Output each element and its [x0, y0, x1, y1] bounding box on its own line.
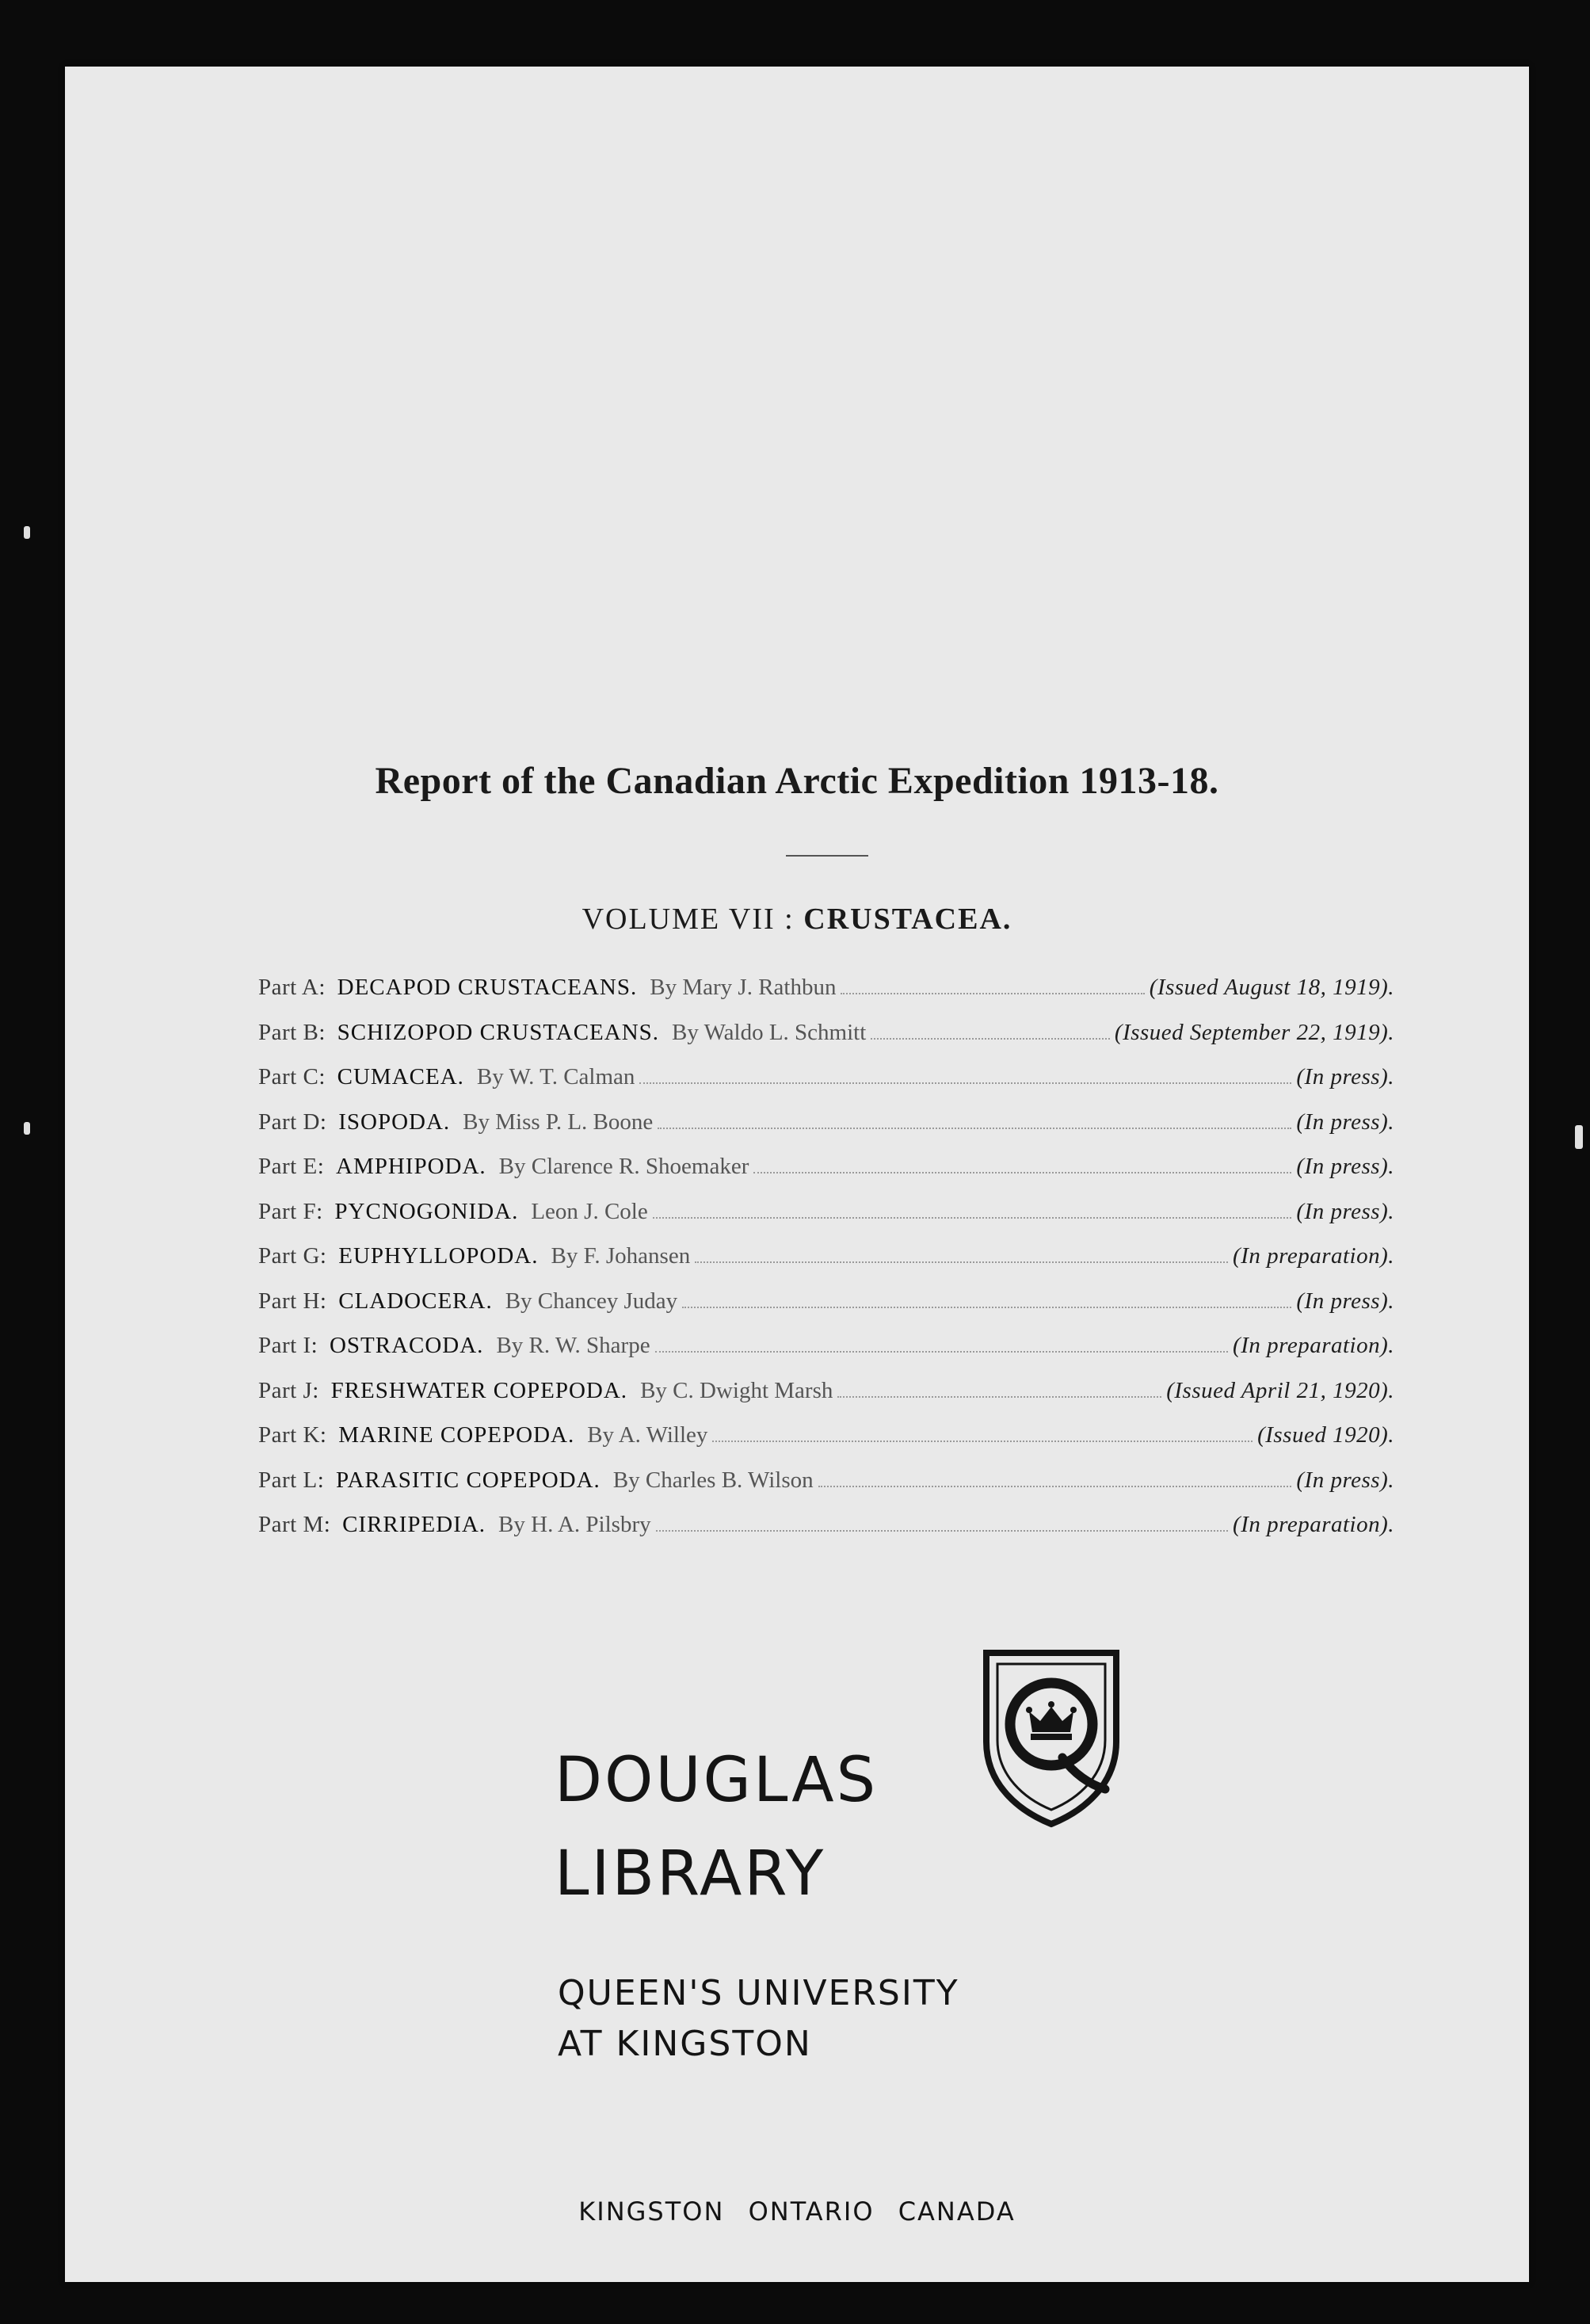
- leader-dots: [639, 1082, 1291, 1084]
- leader-dots: [682, 1307, 1291, 1308]
- leader-dots: [658, 1128, 1291, 1129]
- part-author: By C. Dwight Marsh: [640, 1377, 833, 1403]
- part-status: (In press).: [1296, 1288, 1394, 1314]
- part-author: By F. Johansen: [551, 1243, 691, 1269]
- part-status: (Issued 1920).: [1257, 1422, 1394, 1448]
- list-item: Part J : FRESHWATER COPEPODA. By C. Dwight Marsh (Issued April 21, 1920).: [258, 1368, 1394, 1414]
- library-name: [555, 1734, 878, 1921]
- leader-dots: [656, 1530, 1228, 1532]
- university-name: [558, 1968, 959, 2070]
- leader-dots: [655, 1351, 1228, 1353]
- list-item: Part L : PARASITIC COPEPODA. By Charles B. Wilson (In press).: [258, 1458, 1394, 1503]
- list-item: Part A : DECAPOD CRUSTACEANS. By Mary J. Rathbun (Issued August 18, 1919).: [258, 965, 1394, 1010]
- scan-edge-mark: [24, 526, 30, 539]
- part-label: Part F: [258, 1198, 317, 1224]
- part-label: Part H: [258, 1288, 320, 1314]
- document-page: [65, 67, 1529, 2282]
- title-divider: [786, 855, 868, 857]
- scan-edge-mark: [1575, 1125, 1583, 1149]
- part-name: OSTRACODA.: [329, 1333, 484, 1358]
- university-line2: AT KINGSTON: [558, 2024, 812, 2064]
- part-author: By A. Willey: [587, 1422, 708, 1448]
- part-author: By W. T. Calman: [476, 1064, 635, 1089]
- part-name: PYCNOGONIDA.: [334, 1198, 519, 1224]
- parts-list: [258, 965, 1394, 1547]
- report-title: Report of the Canadian Arctic Expedition 1913-18.: [375, 760, 1219, 802]
- part-name: PARASITIC COPEPODA.: [336, 1467, 601, 1493]
- part-status: (Issued August 18, 1919).: [1149, 975, 1394, 1000]
- list-item: Part C : CUMACEA. By W. T. Calman (In press).: [258, 1055, 1394, 1100]
- part-author: Leon J. Cole: [531, 1198, 648, 1224]
- leader-dots: [871, 1038, 1110, 1040]
- list-item: Part D : ISOPODA. By Miss P. L. Boone (In press).: [258, 1100, 1394, 1145]
- leader-dots: [712, 1441, 1253, 1442]
- part-label: Part D: [258, 1109, 320, 1135]
- part-status: (In preparation).: [1233, 1333, 1394, 1358]
- part-label: Part C: [258, 1064, 319, 1089]
- part-status: (In press).: [1296, 1109, 1394, 1135]
- library-name-line1: DOUGLAS: [555, 1745, 879, 1816]
- part-author: By Miss P. L. Boone: [463, 1109, 654, 1135]
- library-location: KINGSTON ONTARIO CANADA: [578, 2196, 1016, 2227]
- part-status: (Issued September 22, 1919).: [1114, 1019, 1394, 1045]
- leader-dots: [837, 1396, 1161, 1398]
- leader-dots: [818, 1486, 1292, 1487]
- list-item: Part I : OSTRACODA. By R. W. Sharpe (In preparation).: [258, 1323, 1394, 1368]
- university-line1: QUEEN'S UNIVERSITY: [558, 1973, 959, 2013]
- part-name: DECAPOD CRUSTACEANS.: [337, 975, 638, 1000]
- part-name: CUMACEA.: [337, 1064, 464, 1089]
- part-status: (In press).: [1296, 1198, 1394, 1224]
- part-label: Part G: [258, 1243, 320, 1269]
- leader-dots: [695, 1261, 1228, 1263]
- part-label: Part J: [258, 1377, 313, 1403]
- part-status: (In preparation).: [1233, 1243, 1394, 1269]
- list-item: Part B : SCHIZOPOD CRUSTACEANS. By Waldo L. Schmitt (Issued September 22, 1919).: [258, 1010, 1394, 1055]
- part-name: CLADOCERA.: [338, 1288, 493, 1314]
- part-status: (In press).: [1296, 1467, 1394, 1493]
- part-label: Part L: [258, 1467, 318, 1493]
- list-item: Part F : PYCNOGONIDA. Leon J. Cole (In press).: [258, 1189, 1394, 1235]
- list-item: Part H : CLADOCERA. By Chancey Juday (In press).: [258, 1279, 1394, 1324]
- leader-dots: [753, 1172, 1291, 1173]
- volume-label: VOLUME VII :: [581, 903, 795, 936]
- part-status: (In press).: [1296, 1154, 1394, 1179]
- list-item: Part E : AMPHIPODA. By Clarence R. Shoemaker (In press).: [258, 1144, 1394, 1189]
- list-item: Part K : MARINE COPEPODA. By A. Willey (Issued 1920).: [258, 1413, 1394, 1458]
- library-name-line2: LIBRARY: [555, 1838, 826, 1910]
- volume-subject: CRUSTACEA.: [803, 903, 1012, 936]
- part-label: Part K: [258, 1422, 320, 1448]
- list-item: Part M : CIRRIPEDIA. By H. A. Pilsbry (In preparation).: [258, 1502, 1394, 1547]
- part-name: EUPHYLLOPODA.: [338, 1243, 539, 1269]
- part-author: By Chancey Juday: [505, 1288, 678, 1314]
- part-author: By R. W. Sharpe: [496, 1333, 650, 1358]
- part-label: Part B: [258, 1019, 319, 1045]
- list-item: Part G : EUPHYLLOPODA. By F. Johansen (In preparation).: [258, 1234, 1394, 1279]
- leader-dots: [653, 1217, 1292, 1219]
- part-name: ISOPODA.: [338, 1109, 451, 1135]
- part-name: CIRRIPEDIA.: [342, 1512, 486, 1537]
- part-author: By Charles B. Wilson: [612, 1467, 814, 1493]
- part-label: Part A: [258, 975, 319, 1000]
- part-author: By Clarence R. Shoemaker: [498, 1154, 749, 1179]
- volume-heading: [65, 902, 1529, 937]
- leader-dots: [841, 993, 1144, 994]
- part-name: FRESHWATER COPEPODA.: [330, 1377, 628, 1403]
- queens-crown-crest-icon: [980, 1647, 1123, 1829]
- part-status: (In preparation).: [1233, 1512, 1394, 1537]
- part-name: AMPHIPODA.: [336, 1154, 486, 1179]
- part-label: Part M: [258, 1512, 324, 1537]
- part-status: (Issued April 21, 1920).: [1166, 1377, 1394, 1403]
- part-name: SCHIZOPOD CRUSTACEANS.: [337, 1019, 660, 1045]
- part-author: By H. A. Pilsbry: [498, 1512, 651, 1537]
- part-status: (In press).: [1296, 1064, 1394, 1089]
- part-author: By Waldo L. Schmitt: [672, 1019, 867, 1045]
- scan-edge-mark: [24, 1122, 30, 1135]
- part-author: By Mary J. Rathbun: [650, 975, 837, 1000]
- part-label: Part I: [258, 1333, 311, 1358]
- part-label: Part E: [258, 1154, 318, 1179]
- part-name: MARINE COPEPODA.: [338, 1422, 575, 1448]
